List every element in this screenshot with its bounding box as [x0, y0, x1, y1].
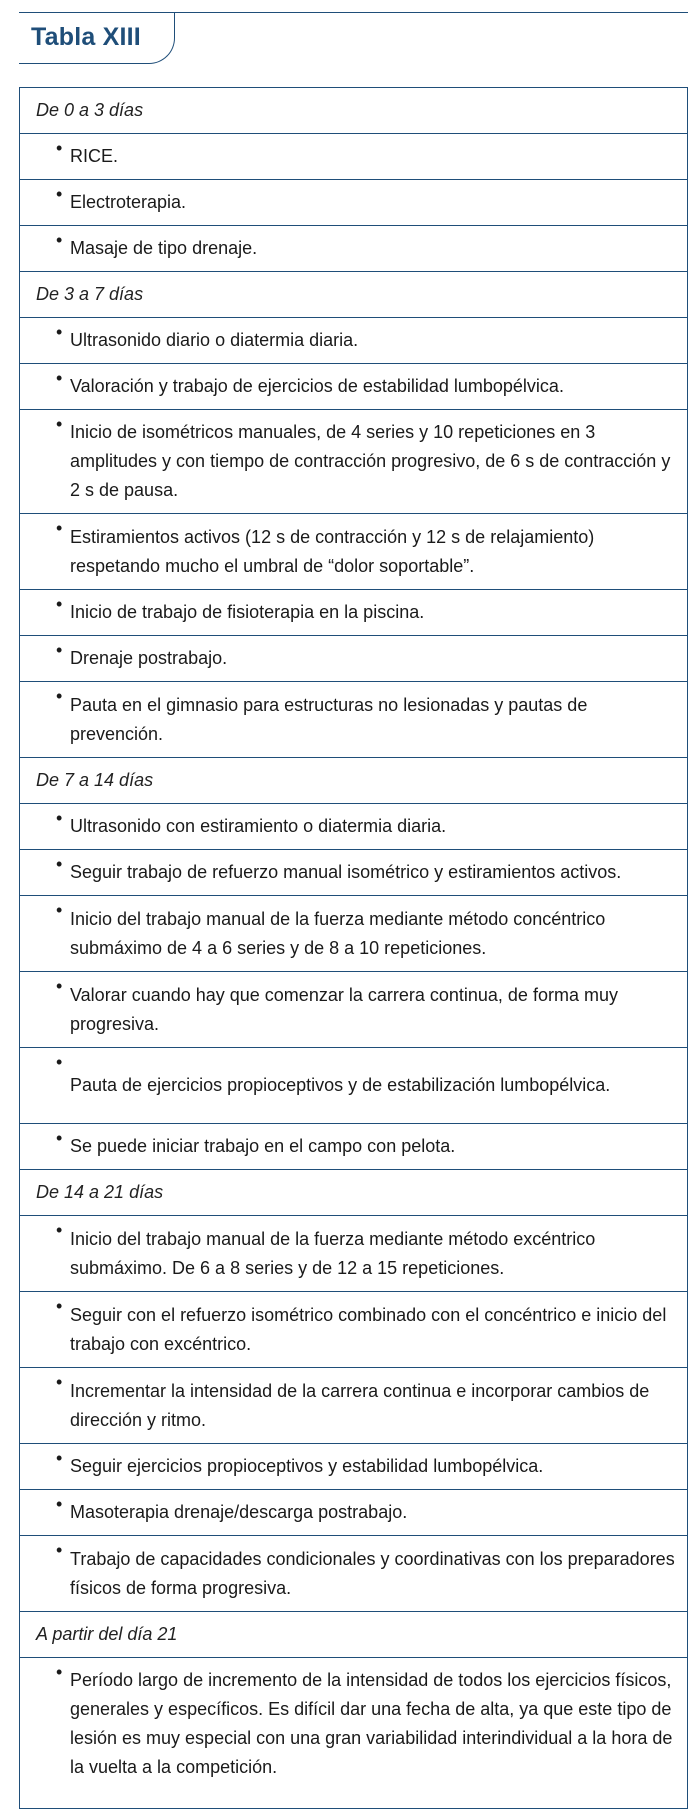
bullet-icon: • [56, 900, 63, 920]
list-item: • Trabajo de capacidades condicionales y coordinativas con los preparadores físicos de forma progresiva. [20, 1536, 687, 1612]
bullet-icon: • [56, 1372, 63, 1392]
table-title: Tabla XIII [31, 23, 141, 51]
bullet-icon: • [56, 414, 63, 434]
bullet-icon: • [56, 518, 63, 538]
list-item: • Pauta en el gimnasio para estructuras no lesionadas y pautas de prevención. [20, 682, 687, 758]
bullet-icon: • [56, 854, 63, 874]
list-item: • Inicio del trabajo manual de la fuerza mediante método concéntrico submáximo de 4 a 6 series y de 8 a 10 repeticiones. [20, 896, 687, 972]
list-item: • Seguir con el refuerzo isométrico combinado con el concéntrico e inicio del trabajo con excéntrico. [20, 1292, 687, 1368]
list-item: • Inicio de isométricos manuales, de 4 series y 10 repeticiones en 3 amplitudes y con tiempo de contracción progresivo, de 6 s de contracción y 2 s de pausa. [20, 410, 687, 514]
bullet-icon: • [56, 640, 63, 660]
bullet-icon: • [56, 594, 63, 614]
list-item: • RICE. [20, 134, 687, 180]
period-row: De 14 a 21 días [20, 1170, 687, 1216]
bullet-icon: • [56, 322, 63, 342]
bullet-icon: • [56, 686, 63, 706]
bullet-icon: • [56, 368, 63, 388]
list-item: • Inicio de trabajo de fisioterapia en la piscina. [20, 590, 687, 636]
list-item: • Valoración y trabajo de ejercicios de estabilidad lumbopélvica. [20, 364, 687, 410]
period-row: A partir del día 21 [20, 1612, 687, 1658]
list-item: • Seguir ejercicios propioceptivos y estabilidad lumbopélvica. [20, 1444, 687, 1490]
bullet-icon: • [56, 1128, 63, 1148]
list-item: • Masaje de tipo drenaje. [20, 226, 687, 272]
bullet-icon: • [56, 1494, 63, 1514]
list-item: • Período largo de incremento de la intensidad de todos los ejercicios físicos, generales y específicos. Es difícil dar una fecha de alta, ya que este tipo de lesión es muy especial con una gran variabilidad interindividual a la hora de la vuelta a la competición. [20, 1658, 687, 1790]
bullet-icon: • [56, 1662, 63, 1682]
table-title-tab [19, 12, 175, 64]
list-item: • Ultrasonido diario o diatermia diaria. [20, 318, 687, 364]
list-item: • Se puede iniciar trabajo en el campo con pelota. [20, 1124, 687, 1170]
list-item: • Seguir trabajo de refuerzo manual isométrico y estiramientos activos. [20, 850, 687, 896]
bullet-icon: • [56, 1448, 63, 1468]
list-item: • Ultrasonido con estiramiento o diatermia diaria. [20, 804, 687, 850]
bullet-icon: • [56, 230, 63, 250]
list-item: • Drenaje postrabajo. [20, 636, 687, 682]
list-item: • Estiramientos activos (12 s de contracción y 12 s de relajamiento) respetando mucho el umbral de “dolor soportable”. [20, 514, 687, 590]
treatment-table [19, 87, 688, 1809]
bullet-icon: • [56, 808, 63, 828]
list-item: • Inicio del trabajo manual de la fuerza mediante método excéntrico submáximo. De 6 a 8 series y de 12 a 15 repeticiones. [20, 1216, 687, 1292]
period-row: De 3 a 7 días [20, 272, 687, 318]
list-item: • Incrementar la intensidad de la carrera continua e incorporar cambios de dirección y ritmo. [20, 1368, 687, 1444]
bullet-icon: • [56, 976, 63, 996]
bullet-icon: • [56, 138, 63, 158]
period-row: De 7 a 14 días [20, 758, 687, 804]
period-row: De 0 a 3 días [20, 88, 687, 134]
list-item: • Valorar cuando hay que comenzar la carrera continua, de forma muy progresiva. [20, 972, 687, 1048]
list-item: • Pauta de ejercicios propioceptivos y de estabilización lumbopélvica. [20, 1048, 687, 1124]
bullet-icon: • [56, 1052, 63, 1072]
list-item: • Electroterapia. [20, 180, 687, 226]
bullet-icon: • [56, 1296, 63, 1316]
bullet-icon: • [56, 1540, 63, 1560]
bullet-icon: • [56, 1220, 63, 1240]
list-item: • Masoterapia drenaje/descarga postrabajo. [20, 1490, 687, 1536]
bullet-icon: • [56, 184, 63, 204]
